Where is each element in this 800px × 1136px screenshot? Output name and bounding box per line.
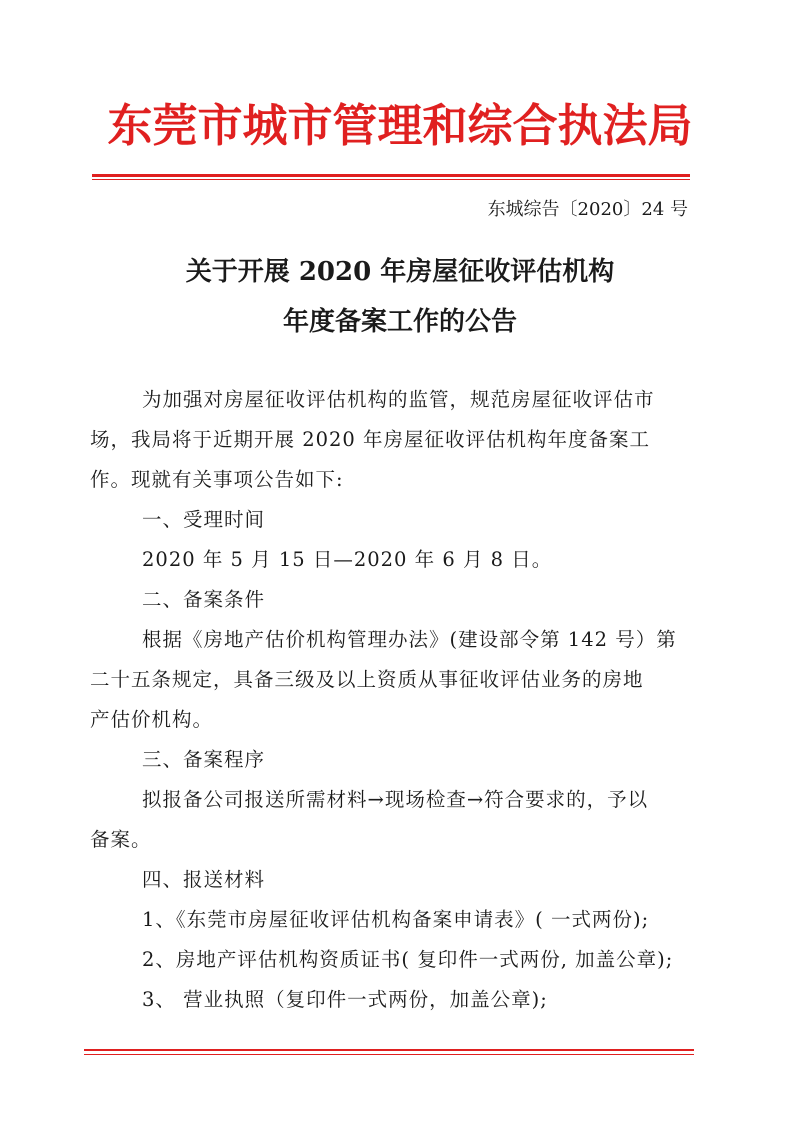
- section-heading-materials: 四、报送材料: [142, 868, 266, 891]
- section-line: 2020 年 5 月 15 日—2020 年 6 月 8 日。: [142, 548, 553, 571]
- section-line: 拟报备公司报送所需材料→现场检查→符合要求的，予以: [142, 788, 649, 811]
- intro-paragraph: [90, 380, 700, 500]
- intro-line: 场，我局将于近期开展 2020 年房屋征收评估机构年度备案工: [90, 428, 651, 451]
- materials-item: 3、 营业执照（复印件一式两份，加盖公章);: [142, 988, 548, 1011]
- materials-item: 2、房地产评估机构资质证书( 复印件一式两份, 加盖公章);: [142, 948, 674, 971]
- title-line-2: 年度备案工作的公告: [282, 307, 517, 337]
- section-line: 备案。: [90, 828, 152, 851]
- section-heading-conditions: 二、备案条件: [142, 588, 266, 611]
- header-red-rule: [92, 174, 690, 177]
- footer-red-rule: [84, 1049, 694, 1051]
- intro-line: 为加强对房屋征收评估机构的监管，规范房屋征收评估市: [142, 388, 655, 411]
- section-heading-procedure: 三、备案程序: [142, 748, 266, 771]
- section-line: 产估价机构。: [90, 708, 214, 731]
- header-red-rule-thin: [92, 179, 690, 180]
- section-body-materials: [90, 900, 700, 1020]
- section-line: 根据《房地产估价机构管理办法》(建设部令第 142 号）第: [142, 628, 677, 651]
- document-number: 东城综告〔2020〕24 号: [487, 199, 688, 220]
- section-body-conditions: [90, 620, 700, 740]
- section-body-acceptance-time: [90, 540, 700, 580]
- section-line: 二十五条规定，具备三级及以上资质从事征收评估业务的房地: [90, 668, 644, 691]
- issuer-header: 东莞市城市管理和综合执法局: [107, 99, 693, 152]
- title-line-1: 关于开展 2020 年房屋征收评估机构: [185, 257, 615, 287]
- materials-item: 1、《东莞市房屋征收评估机构备案申请表》( 一式两份);: [142, 908, 650, 931]
- footer-red-rule-thin: [84, 1054, 694, 1055]
- intro-line: 作。现就有关事项公告如下:: [90, 468, 344, 491]
- section-body-procedure: [90, 780, 700, 860]
- section-heading-acceptance-time: 一、受理时间: [142, 508, 266, 531]
